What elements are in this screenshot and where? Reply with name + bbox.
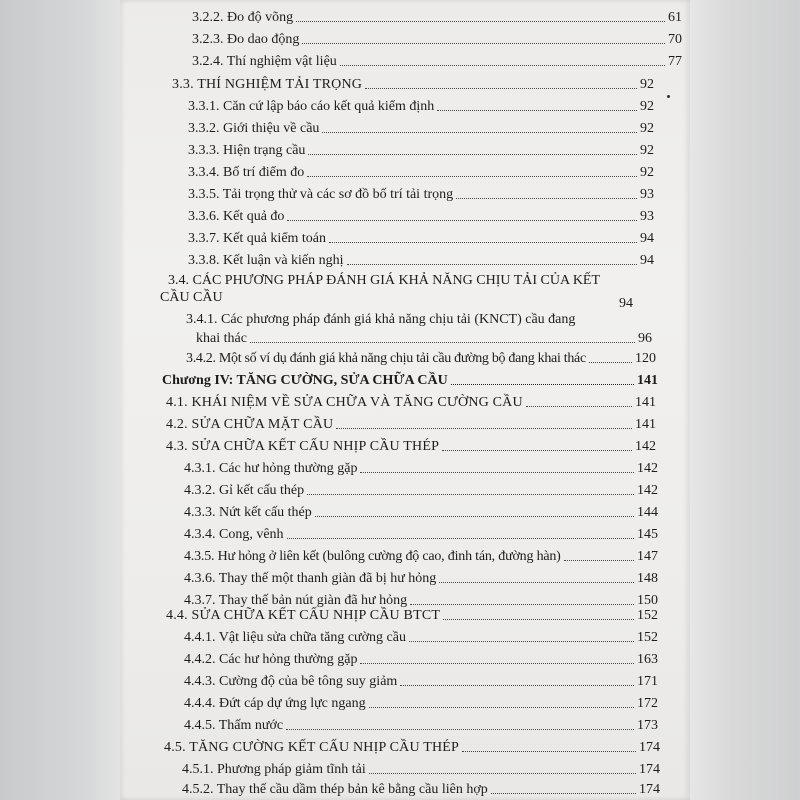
toc-entry-page: 144 xyxy=(637,505,658,520)
toc-entry xyxy=(184,694,658,712)
leader-dots xyxy=(347,264,637,265)
leader-dots xyxy=(456,198,637,199)
toc-section-title: 4.3. SỬA CHỮA KẾT CẤU NHỊP CẦU THÉP xyxy=(166,439,440,454)
leader-dots xyxy=(437,110,637,111)
toc-entry-page: 93 xyxy=(640,209,654,224)
toc-entry xyxy=(182,760,660,778)
toc-entry xyxy=(184,503,658,521)
toc-entry-page: 61 xyxy=(668,10,682,25)
leader-dots xyxy=(250,342,635,343)
leader-dots xyxy=(302,43,665,44)
toc-entry xyxy=(192,52,682,70)
toc-entry-page: 92 xyxy=(640,143,654,158)
toc-entry xyxy=(192,8,682,26)
leader-dots xyxy=(409,641,634,642)
toc-section-page: 142 xyxy=(635,439,656,454)
toc-entry-title: 4.3.3. Nứt kết cấu thép xyxy=(184,505,312,520)
toc-section xyxy=(166,415,656,433)
toc-section xyxy=(166,437,656,455)
toc-entry-page: 142 xyxy=(637,483,658,498)
toc-entry-page: 148 xyxy=(637,571,658,586)
toc-entry-page: 94 xyxy=(640,231,654,246)
toc-entry-title: 4.3.7. Thay thế bản nút giàn đã hư hỏng xyxy=(184,593,408,608)
toc-entry-page: 96 xyxy=(638,331,652,346)
leader-dots xyxy=(369,707,634,708)
toc-chapter xyxy=(162,371,658,389)
toc-entry-title: 4.4.5. Thấm nước xyxy=(184,718,284,733)
leader-dots xyxy=(322,132,637,133)
toc-entry xyxy=(186,349,656,367)
toc-entry xyxy=(184,569,658,587)
toc-entry xyxy=(184,525,658,543)
toc-section xyxy=(166,606,658,624)
toc-entry-page: 142 xyxy=(637,461,658,476)
leader-dots xyxy=(336,428,632,429)
toc-entry-title: 3.4.1. Các phương pháp đánh giá khả năng chịu tải (KNCT) cầu đang xyxy=(186,312,576,327)
toc-entry-page: 163 xyxy=(637,652,658,667)
toc-entry-page: 77 xyxy=(668,54,682,69)
toc-entry-page: 92 xyxy=(640,99,654,114)
toc-entry-title: 3.3.3. Hiện trạng cầu xyxy=(188,143,306,158)
toc-entry-title: 4.4.4. Đứt cáp dự ứng lực ngang xyxy=(184,696,366,711)
background-left xyxy=(0,0,120,800)
toc-section-page: 92 xyxy=(640,77,654,92)
toc-entry-title: 4.4.1. Vật liệu sửa chữa tăng cường cầu xyxy=(184,630,406,645)
leader-dots xyxy=(287,220,637,221)
toc-entry-title: 4.3.1. Các hư hỏng thường gặp xyxy=(184,461,358,476)
toc-entry-title-cont: khai thác xyxy=(196,331,247,346)
leader-dots xyxy=(287,538,634,539)
toc-entry-page: 173 xyxy=(637,718,658,733)
toc-section-title: 3.3. THÍ NGHIỆM TẢI TRỌNG xyxy=(172,77,363,92)
toc-entry-page: 145 xyxy=(637,527,658,542)
toc-entry-page: 120 xyxy=(635,351,656,366)
toc-entry xyxy=(184,672,658,690)
toc-entry-title: 4.5.1. Phương pháp giảm tĩnh tải xyxy=(182,762,366,777)
toc-entry-title: 3.3.1. Căn cứ lập báo cáo kết quả kiểm định xyxy=(188,99,435,114)
toc-entry-title: 4.3.6. Thay thế một thanh giàn đã bị hư hỏng xyxy=(184,571,437,586)
leader-dots xyxy=(360,472,634,473)
toc-entry-page: 152 xyxy=(637,630,658,645)
toc-entry-title: 3.3.2. Giới thiệu về cầu xyxy=(188,121,320,136)
leader-dots xyxy=(286,729,634,730)
leader-dots xyxy=(439,582,634,583)
toc-chapter-title: Chương IV: TĂNG CƯỜNG, SỬA CHỮA CẦU xyxy=(162,373,448,388)
toc-entry xyxy=(188,207,654,225)
toc-section-title-cont: CẦU CẦU xyxy=(160,290,223,305)
leader-dots xyxy=(307,494,634,495)
toc-entry xyxy=(192,30,682,48)
toc-entry xyxy=(188,185,654,203)
leader-dots xyxy=(589,362,632,363)
toc-entry-page: 150 xyxy=(637,593,658,608)
toc-entry-title: 3.3.8. Kết luận và kiến nghị xyxy=(188,253,344,268)
leader-dots xyxy=(564,560,634,561)
toc-entry-page: 147 xyxy=(637,549,658,564)
toc-entry-title: 4.4.3. Cường độ của bê tông suy giảm xyxy=(184,674,398,689)
toc-entry-title: 4.4.2. Các hư hỏng thường gặp xyxy=(184,652,358,667)
toc-section-title: 4.2. SỬA CHỮA MẶT CẦU xyxy=(166,417,334,432)
toc-entry-page: 93 xyxy=(640,187,654,202)
toc-section-page: 94 xyxy=(619,296,633,311)
leader-dots xyxy=(340,65,665,66)
leader-dots xyxy=(442,450,632,451)
toc-entry xyxy=(188,251,654,269)
toc-entry-title: 3.2.4. Thí nghiệm vật liệu xyxy=(192,54,337,69)
toc-section xyxy=(164,738,660,756)
leader-dots xyxy=(491,793,636,794)
toc-entry-page: 94 xyxy=(640,253,654,268)
toc-entry-title: 3.2.3. Đo dao động xyxy=(192,32,300,47)
toc-entry-page: 171 xyxy=(637,674,658,689)
toc-entry-title: 4.3.4. Cong, vênh xyxy=(184,527,284,542)
toc-entry xyxy=(188,119,654,137)
toc-entry-title: 4.3.2. Gỉ kết cấu thép xyxy=(184,483,305,498)
toc-entry xyxy=(188,229,654,247)
toc-entry-title: 3.3.4. Bố trí điểm đo xyxy=(188,165,305,180)
leader-dots xyxy=(365,88,637,89)
toc-entry-title: 4.3.5. Hư hỏng ở liên kết (bulông cường độ cao, đinh tán, đường hàn) xyxy=(184,549,561,564)
toc-entry xyxy=(182,780,660,798)
leader-dots xyxy=(451,384,634,385)
toc-section-page: 174 xyxy=(639,740,660,755)
toc-entry-title: 3.3.6. Kết quả đo xyxy=(188,209,285,224)
toc-section xyxy=(166,393,656,411)
toc-entry-title: 3.4.2. Một số ví dụ đánh giá khả năng chịu tải cầu đường bộ đang khai thác xyxy=(186,351,586,366)
leader-dots xyxy=(307,176,637,177)
leader-dots xyxy=(329,242,637,243)
toc-entry xyxy=(184,547,658,565)
toc-section-page: 152 xyxy=(637,608,658,623)
toc-entry-page: 172 xyxy=(637,696,658,711)
leader-dots xyxy=(308,154,637,155)
leader-dots xyxy=(369,773,636,774)
toc-entry xyxy=(196,329,652,347)
toc-entry-title: 3.3.5. Tải trọng thử và các sơ đồ bố trí tải trọng xyxy=(188,187,454,202)
toc-section-title: 4.1. KHÁI NIỆM VỀ SỬA CHỮA VÀ TĂNG CƯỜNG CẦU xyxy=(166,395,523,410)
toc-section-page: 141 xyxy=(635,417,656,432)
leader-dots xyxy=(410,604,634,605)
toc-section-title: 4.5. TĂNG CƯỜNG KẾT CẤU NHỊP CẦU THÉP xyxy=(164,740,460,755)
toc-entry xyxy=(184,716,658,734)
toc-entry-title: 3.3.7. Kết quả kiểm toán xyxy=(188,231,327,246)
toc-entry xyxy=(184,628,658,646)
toc-entry-page: 70 xyxy=(668,32,682,47)
ink-speck xyxy=(667,95,670,98)
toc-entry xyxy=(184,650,658,668)
toc-entry xyxy=(188,163,654,181)
toc-section-title: 4.4. SỬA CHỮA KẾT CẤU NHỊP CẦU BTCT xyxy=(166,608,441,623)
toc-section xyxy=(172,75,654,93)
leader-dots xyxy=(296,21,665,22)
book-page xyxy=(120,0,690,800)
toc-entry-page: 92 xyxy=(640,165,654,180)
toc-entry xyxy=(188,141,654,159)
toc-chapter-page: 141 xyxy=(637,373,658,388)
toc-entry-page: 174 xyxy=(639,762,660,777)
background-right xyxy=(690,0,800,800)
leader-dots xyxy=(360,663,634,664)
toc-entry-page: 174 xyxy=(639,782,660,797)
toc-entry xyxy=(184,481,658,499)
toc-entry-title: 3.2.2. Đo độ võng xyxy=(192,10,294,25)
toc-section-title: 3.4. CÁC PHƯƠNG PHÁP ĐÁNH GIÁ KHẢ NĂNG CHỊU TẢI CỦA KẾT xyxy=(168,273,601,288)
toc-entry xyxy=(184,459,658,477)
leader-dots xyxy=(443,619,634,620)
toc-entry-title: 4.5.2. Thay thế cầu dầm thép bản kê bằng cầu liên hợp xyxy=(182,782,488,797)
leader-dots xyxy=(400,685,634,686)
toc-section-page: 141 xyxy=(635,395,656,410)
leader-dots xyxy=(526,406,632,407)
toc-entry-page: 92 xyxy=(640,121,654,136)
leader-dots xyxy=(462,751,636,752)
leader-dots xyxy=(315,516,634,517)
toc-entry xyxy=(188,97,654,115)
